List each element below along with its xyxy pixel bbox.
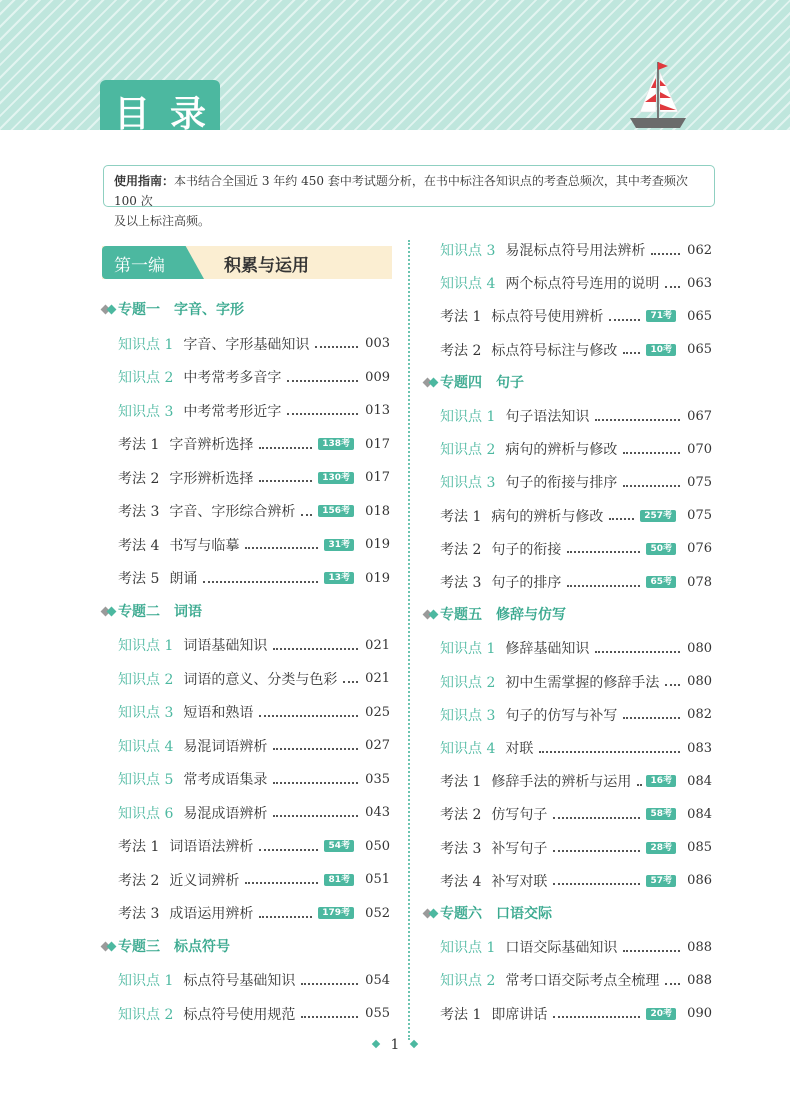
toc-entry [118, 835, 390, 857]
footer-diamond-icon [371, 1040, 379, 1048]
leader-dots [259, 446, 312, 449]
leader-dots [623, 716, 680, 719]
entry-label: 考法 4 [118, 537, 160, 554]
page-number-ref: 017 [365, 436, 390, 452]
leader-dots [595, 650, 680, 653]
diamond-bullet-icon [424, 906, 438, 920]
entry-label: 知识点 2 [118, 1006, 174, 1023]
page-number-ref: 075 [687, 474, 712, 490]
topic-heading [102, 936, 230, 958]
topic-name: 标点符号 [174, 938, 230, 955]
topic-name: 句子 [496, 374, 524, 391]
page-number: 1 [390, 1037, 400, 1053]
topic-number: 专题二 [118, 603, 160, 620]
guide-line-2: 及以上标注高频。 [114, 214, 211, 228]
page-number-ref: 021 [365, 671, 390, 686]
entry-label: 知识点 1 [440, 940, 496, 957]
frequency-badge: 31考 [324, 539, 354, 551]
diamond-bullet-icon [102, 302, 116, 316]
entry-title: 对联 [505, 741, 534, 757]
leader-dots [203, 580, 318, 583]
topic-heading [424, 903, 552, 925]
leader-dots [665, 982, 680, 985]
entry-label: 考法 1 [440, 508, 482, 525]
entry-label: 考法 3 [440, 575, 482, 591]
toc-entry [440, 803, 712, 825]
entry-label: 考法 3 [118, 906, 160, 922]
part-name: 积累与运用 [224, 256, 309, 276]
leader-dots [287, 412, 358, 415]
diamond-bullet-icon [102, 604, 116, 618]
page-number-ref: 076 [687, 541, 712, 557]
part-banner [102, 246, 392, 279]
page-number-ref: 051 [365, 872, 390, 887]
entry-label: 考法 5 [118, 571, 160, 587]
column-divider [408, 240, 410, 1040]
toc-entry [440, 969, 712, 991]
toc-entry [118, 969, 390, 991]
entry-title: 词语的意义、分类与色彩 [183, 671, 338, 688]
entry-title: 句子的衔接 [491, 541, 562, 558]
topic-heading [424, 372, 524, 394]
entry-title: 易混标点符号用法辨析 [505, 243, 646, 259]
toc-entry [118, 668, 390, 690]
toc-entry [440, 239, 712, 261]
frequency-badge: 257考 [640, 510, 676, 522]
entry-title: 补写对联 [491, 873, 548, 890]
toc-entry [118, 634, 390, 656]
part-number: 第一编 [114, 256, 165, 276]
entry-title: 两个标点符号连用的说明 [505, 276, 660, 293]
entry-title: 句子的仿写与补写 [505, 707, 618, 724]
page-number-ref: 083 [687, 740, 712, 756]
toc-entry [118, 768, 390, 790]
page-number-ref: 055 [365, 1006, 390, 1021]
toc-entry [118, 735, 390, 757]
topic-number: 专题五 [440, 607, 482, 624]
frequency-badge: 156考 [318, 505, 354, 517]
leader-dots [553, 1015, 640, 1018]
title-char-1: 目 [114, 94, 151, 135]
leader-dots [259, 714, 358, 717]
entry-label: 知识点 4 [440, 276, 496, 293]
leader-dots [553, 816, 640, 819]
toc-entry [440, 538, 712, 560]
entry-label: 考法 1 [118, 437, 160, 453]
toc-entry [440, 671, 712, 693]
entry-title: 字形辨析选择 [169, 470, 254, 487]
entry-title: 修辞手法的辨析与运用 [491, 774, 632, 791]
entry-title: 标点符号使用规范 [183, 1006, 296, 1023]
leader-dots [553, 849, 640, 852]
leader-dots [609, 517, 634, 520]
entry-label: 知识点 1 [440, 409, 496, 425]
entry-title: 中考常考形近字 [183, 403, 282, 420]
entry-title: 字音、字形综合辨析 [169, 504, 296, 520]
toc-entry [118, 400, 390, 422]
entry-title: 补写句子 [491, 840, 548, 857]
entry-title: 即席讲话 [491, 1006, 548, 1023]
entry-label: 知识点 1 [118, 638, 174, 654]
entry-title: 短语和熟语 [183, 705, 254, 721]
frequency-badge: 138考 [318, 438, 354, 450]
entry-title: 近义词辨析 [169, 872, 240, 889]
frequency-badge: 179考 [318, 907, 354, 919]
page-number-ref: 078 [687, 574, 712, 590]
page-number-ref: 090 [687, 1006, 712, 1022]
page-number-ref: 035 [365, 771, 390, 787]
page-number-ref: 086 [687, 873, 712, 889]
entry-title: 初中生需掌握的修辞手法 [505, 674, 660, 691]
entry-label: 考法 3 [440, 840, 482, 857]
page-number-ref: 084 [687, 773, 712, 789]
entry-title: 标点符号基础知识 [183, 973, 296, 989]
leader-dots [595, 418, 680, 421]
leader-dots [567, 584, 640, 587]
toc-entry [118, 500, 390, 522]
toc-entry [118, 467, 390, 489]
page-number-ref: 080 [687, 640, 712, 656]
footer-diamond-icon [410, 1040, 418, 1048]
entry-label: 知识点 4 [118, 738, 174, 755]
leader-dots [315, 345, 358, 348]
page-number-ref: 067 [687, 408, 712, 424]
frequency-badge: 71考 [646, 310, 676, 322]
frequency-badge: 16考 [646, 775, 676, 787]
page-number-ref: 084 [687, 806, 712, 822]
topic-name: 修辞与仿写 [496, 607, 566, 624]
toc-entry [440, 936, 712, 958]
frequency-badge: 65考 [646, 576, 676, 588]
entry-label: 知识点 2 [440, 674, 496, 691]
topic-number: 专题一 [118, 302, 160, 318]
frequency-badge: 10考 [646, 344, 676, 356]
entry-label: 知识点 3 [440, 243, 496, 259]
leader-dots [651, 252, 680, 255]
toc-entry [118, 701, 390, 723]
topic-heading [102, 299, 244, 321]
page-number-ref: 054 [365, 972, 390, 988]
toc-entry [440, 339, 712, 361]
leader-dots [623, 451, 680, 454]
frequency-badge: 20考 [646, 1008, 676, 1020]
page-number-ref: 070 [687, 441, 712, 457]
toc-entry [440, 737, 712, 759]
leader-dots [623, 351, 640, 354]
entry-title: 词语基础知识 [183, 638, 268, 654]
diamond-bullet-icon [424, 375, 438, 389]
entry-title: 修辞基础知识 [505, 641, 590, 658]
usage-guide [103, 165, 715, 228]
entry-label: 考法 2 [118, 872, 160, 889]
page-number-ref: 052 [365, 905, 390, 921]
entry-label: 知识点 3 [440, 475, 496, 492]
entry-label: 知识点 3 [440, 707, 496, 724]
toc-entry [440, 870, 712, 892]
entry-label: 知识点 2 [118, 671, 174, 688]
diamond-bullet-icon [424, 607, 438, 621]
entry-label: 考法 1 [440, 1006, 482, 1023]
leader-dots [273, 781, 358, 784]
entry-label: 考法 2 [118, 470, 160, 487]
entry-label: 考法 1 [118, 839, 160, 855]
leader-dots [259, 915, 312, 918]
entry-label: 考法 2 [440, 342, 482, 359]
leader-dots [665, 285, 680, 288]
leader-dots [273, 814, 358, 817]
guide-line-1: 本书结合全国近 3 年约 450 套中考试题分析，在书中标注各知识点的考查总频次，其中考查频次 100 次 [114, 174, 688, 208]
toc-entry [440, 272, 712, 294]
topic-number: 专题六 [440, 906, 482, 922]
toc-entry [118, 567, 390, 589]
topic-name: 口语交际 [496, 906, 552, 922]
toc-entry [118, 433, 390, 455]
page-number-ref: 043 [365, 805, 390, 820]
leader-dots [343, 680, 358, 683]
page-number-ref: 018 [365, 503, 390, 519]
frequency-badge: 54考 [324, 840, 354, 852]
leader-dots [623, 949, 680, 952]
toc-entry [118, 802, 390, 824]
leader-dots [287, 379, 358, 382]
page-number-ref: 050 [365, 838, 390, 854]
frequency-badge: 13考 [324, 572, 354, 584]
leader-dots [637, 783, 640, 786]
page-number-ref: 063 [687, 275, 712, 291]
toc-entry [440, 837, 712, 859]
page-number-ref: 065 [687, 308, 712, 324]
topic-heading [424, 604, 566, 626]
page-number-ref: 009 [365, 369, 390, 385]
sailboat-icon [626, 58, 690, 132]
toc-entry [440, 471, 712, 493]
entry-label: 知识点 1 [118, 973, 174, 989]
frequency-badge: 57考 [646, 875, 676, 887]
entry-title: 中考常考多音字 [183, 370, 282, 386]
toc-entry [440, 637, 712, 659]
entry-title: 易混词语辨析 [183, 738, 268, 755]
leader-dots [301, 982, 358, 985]
entry-title: 标点符号使用辨析 [491, 309, 604, 326]
leader-dots [623, 484, 680, 487]
toc-entry [440, 571, 712, 593]
page-number-ref: 065 [687, 342, 712, 358]
leader-dots [273, 647, 358, 650]
leader-dots [301, 1015, 358, 1018]
entry-label: 考法 4 [440, 873, 482, 890]
entry-title: 朗诵 [169, 571, 198, 587]
frequency-badge: 50考 [646, 543, 676, 555]
leader-dots [609, 318, 640, 321]
entry-label: 知识点 3 [118, 705, 174, 721]
title-char-2: 录 [170, 94, 207, 135]
entry-title: 句子语法知识 [505, 409, 590, 425]
entry-title: 词语语法辨析 [169, 839, 254, 855]
entry-label: 知识点 1 [440, 641, 496, 658]
leader-dots [301, 513, 312, 516]
page-number-ref: 017 [365, 470, 390, 485]
entry-title: 成语运用辨析 [169, 906, 254, 922]
entry-title: 病句的辨析与修改 [491, 508, 604, 525]
entry-label: 知识点 2 [440, 442, 496, 459]
toc-entry [118, 534, 390, 556]
leader-dots [567, 550, 640, 553]
page-number-ref: 019 [365, 570, 390, 586]
diamond-bullet-icon [102, 939, 116, 953]
entry-label: 考法 1 [440, 309, 482, 326]
entry-label: 考法 1 [440, 774, 482, 791]
entry-title: 常考口语交际考点全梳理 [505, 973, 660, 990]
toc-entry [440, 1003, 712, 1025]
page-footer [0, 1037, 790, 1053]
entry-label: 知识点 3 [118, 403, 174, 420]
topic-name: 词语 [174, 603, 202, 620]
page-number-ref: 027 [365, 738, 390, 753]
entry-title: 仿写句子 [491, 807, 548, 824]
entry-label: 知识点 4 [440, 741, 496, 757]
toc-entry [440, 305, 712, 327]
leader-dots [245, 546, 318, 549]
leader-dots [539, 750, 680, 753]
frequency-badge: 58考 [646, 808, 676, 820]
entry-title: 口语交际基础知识 [505, 940, 618, 957]
frequency-badge: 130考 [318, 472, 354, 484]
toc-entry [118, 869, 390, 891]
page-number-ref: 082 [687, 707, 712, 723]
entry-title: 句子的排序 [491, 575, 562, 591]
toc-entry [440, 770, 712, 792]
leader-dots [665, 683, 680, 686]
page-number-ref: 080 [687, 674, 712, 690]
page-number-ref: 075 [687, 508, 712, 524]
page-number-ref: 003 [365, 336, 390, 351]
topic-heading [102, 601, 202, 623]
entry-label: 知识点 2 [118, 370, 174, 386]
leader-dots [553, 882, 640, 885]
entry-label: 考法 2 [440, 541, 482, 558]
topic-number: 专题四 [440, 374, 482, 391]
entry-title: 字音、字形基础知识 [183, 336, 310, 353]
toc-entry [440, 438, 712, 460]
page-number-ref: 019 [365, 537, 390, 552]
entry-title: 书写与临摹 [169, 537, 240, 554]
entry-label: 考法 2 [440, 807, 482, 824]
page-number-ref: 021 [365, 637, 390, 653]
topic-name: 字音、字形 [174, 302, 244, 318]
toc-entry [118, 333, 390, 355]
entry-label: 知识点 6 [118, 805, 174, 822]
title-tab [100, 80, 220, 135]
page-number-ref: 088 [687, 939, 712, 955]
leader-dots [273, 747, 358, 750]
entry-title: 病句的辨析与修改 [505, 442, 618, 459]
toc-entry [118, 1003, 390, 1025]
entry-label: 知识点 5 [118, 772, 174, 788]
leader-dots [259, 848, 318, 851]
page-number-ref: 013 [365, 403, 390, 418]
entry-title: 字音辨析选择 [169, 437, 254, 453]
page-number-ref: 085 [687, 840, 712, 856]
frequency-badge: 81考 [324, 874, 354, 886]
entry-title: 标点符号标注与修改 [491, 342, 618, 359]
page-number-ref: 025 [365, 704, 390, 720]
entry-label: 知识点 2 [440, 973, 496, 990]
guide-label: 使用指南： [114, 174, 175, 188]
entry-title: 易混成语辨析 [183, 805, 268, 822]
entry-title: 句子的衔接与排序 [505, 475, 618, 492]
page-number-ref: 062 [687, 242, 712, 258]
entry-label: 考法 3 [118, 504, 160, 520]
toc-entry [440, 505, 712, 527]
page-number-ref: 088 [687, 972, 712, 988]
entry-label: 知识点 1 [118, 336, 174, 353]
toc-entry [440, 704, 712, 726]
leader-dots [259, 479, 312, 482]
entry-title: 常考成语集录 [183, 772, 268, 788]
toc-entry [118, 366, 390, 388]
frequency-badge: 28考 [646, 842, 676, 854]
leader-dots [245, 881, 318, 884]
topic-number: 专题三 [118, 938, 160, 955]
toc-entry [440, 405, 712, 427]
toc-entry [118, 902, 390, 924]
